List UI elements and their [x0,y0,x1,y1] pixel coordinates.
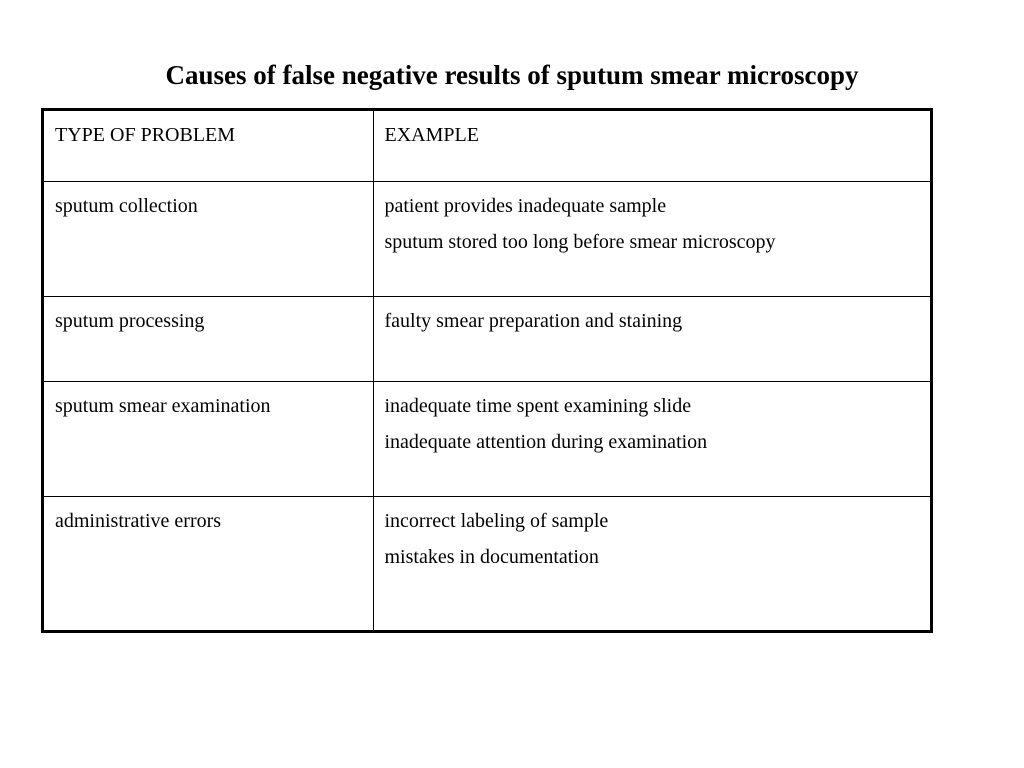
example-line: patient provides inadequate sample [384,194,667,217]
page-title: Causes of false negative results of sputum smear microscopy [165,60,859,90]
example-cell [373,496,930,630]
table-header-row [44,111,930,181]
table-row [44,296,930,381]
problem-type-cell: sputum smear examination [44,381,373,496]
problem-type-cell: sputum processing [44,296,373,381]
example-cell [373,181,930,296]
header-type-of-problem: TYPE OF PROBLEM [44,111,373,181]
problem-type-cell: sputum collection [44,181,373,296]
example-line: mistakes in documentation [384,545,599,568]
example-line: faulty smear preparation and staining [384,309,683,332]
table-row [44,181,930,296]
example-line: incorrect labeling of sample [384,509,609,532]
table-row [44,381,930,496]
example-cell [373,296,930,381]
table-row [44,496,930,630]
example-cell [373,381,930,496]
problems-table [41,108,933,633]
problem-type-cell: administrative errors [44,496,373,630]
example-line: sputum stored too long before smear microscopy [384,230,776,253]
header-example: EXAMPLE [373,111,930,181]
example-line: inadequate time spent examining slide [384,394,692,417]
example-line: inadequate attention during examination [384,430,708,453]
